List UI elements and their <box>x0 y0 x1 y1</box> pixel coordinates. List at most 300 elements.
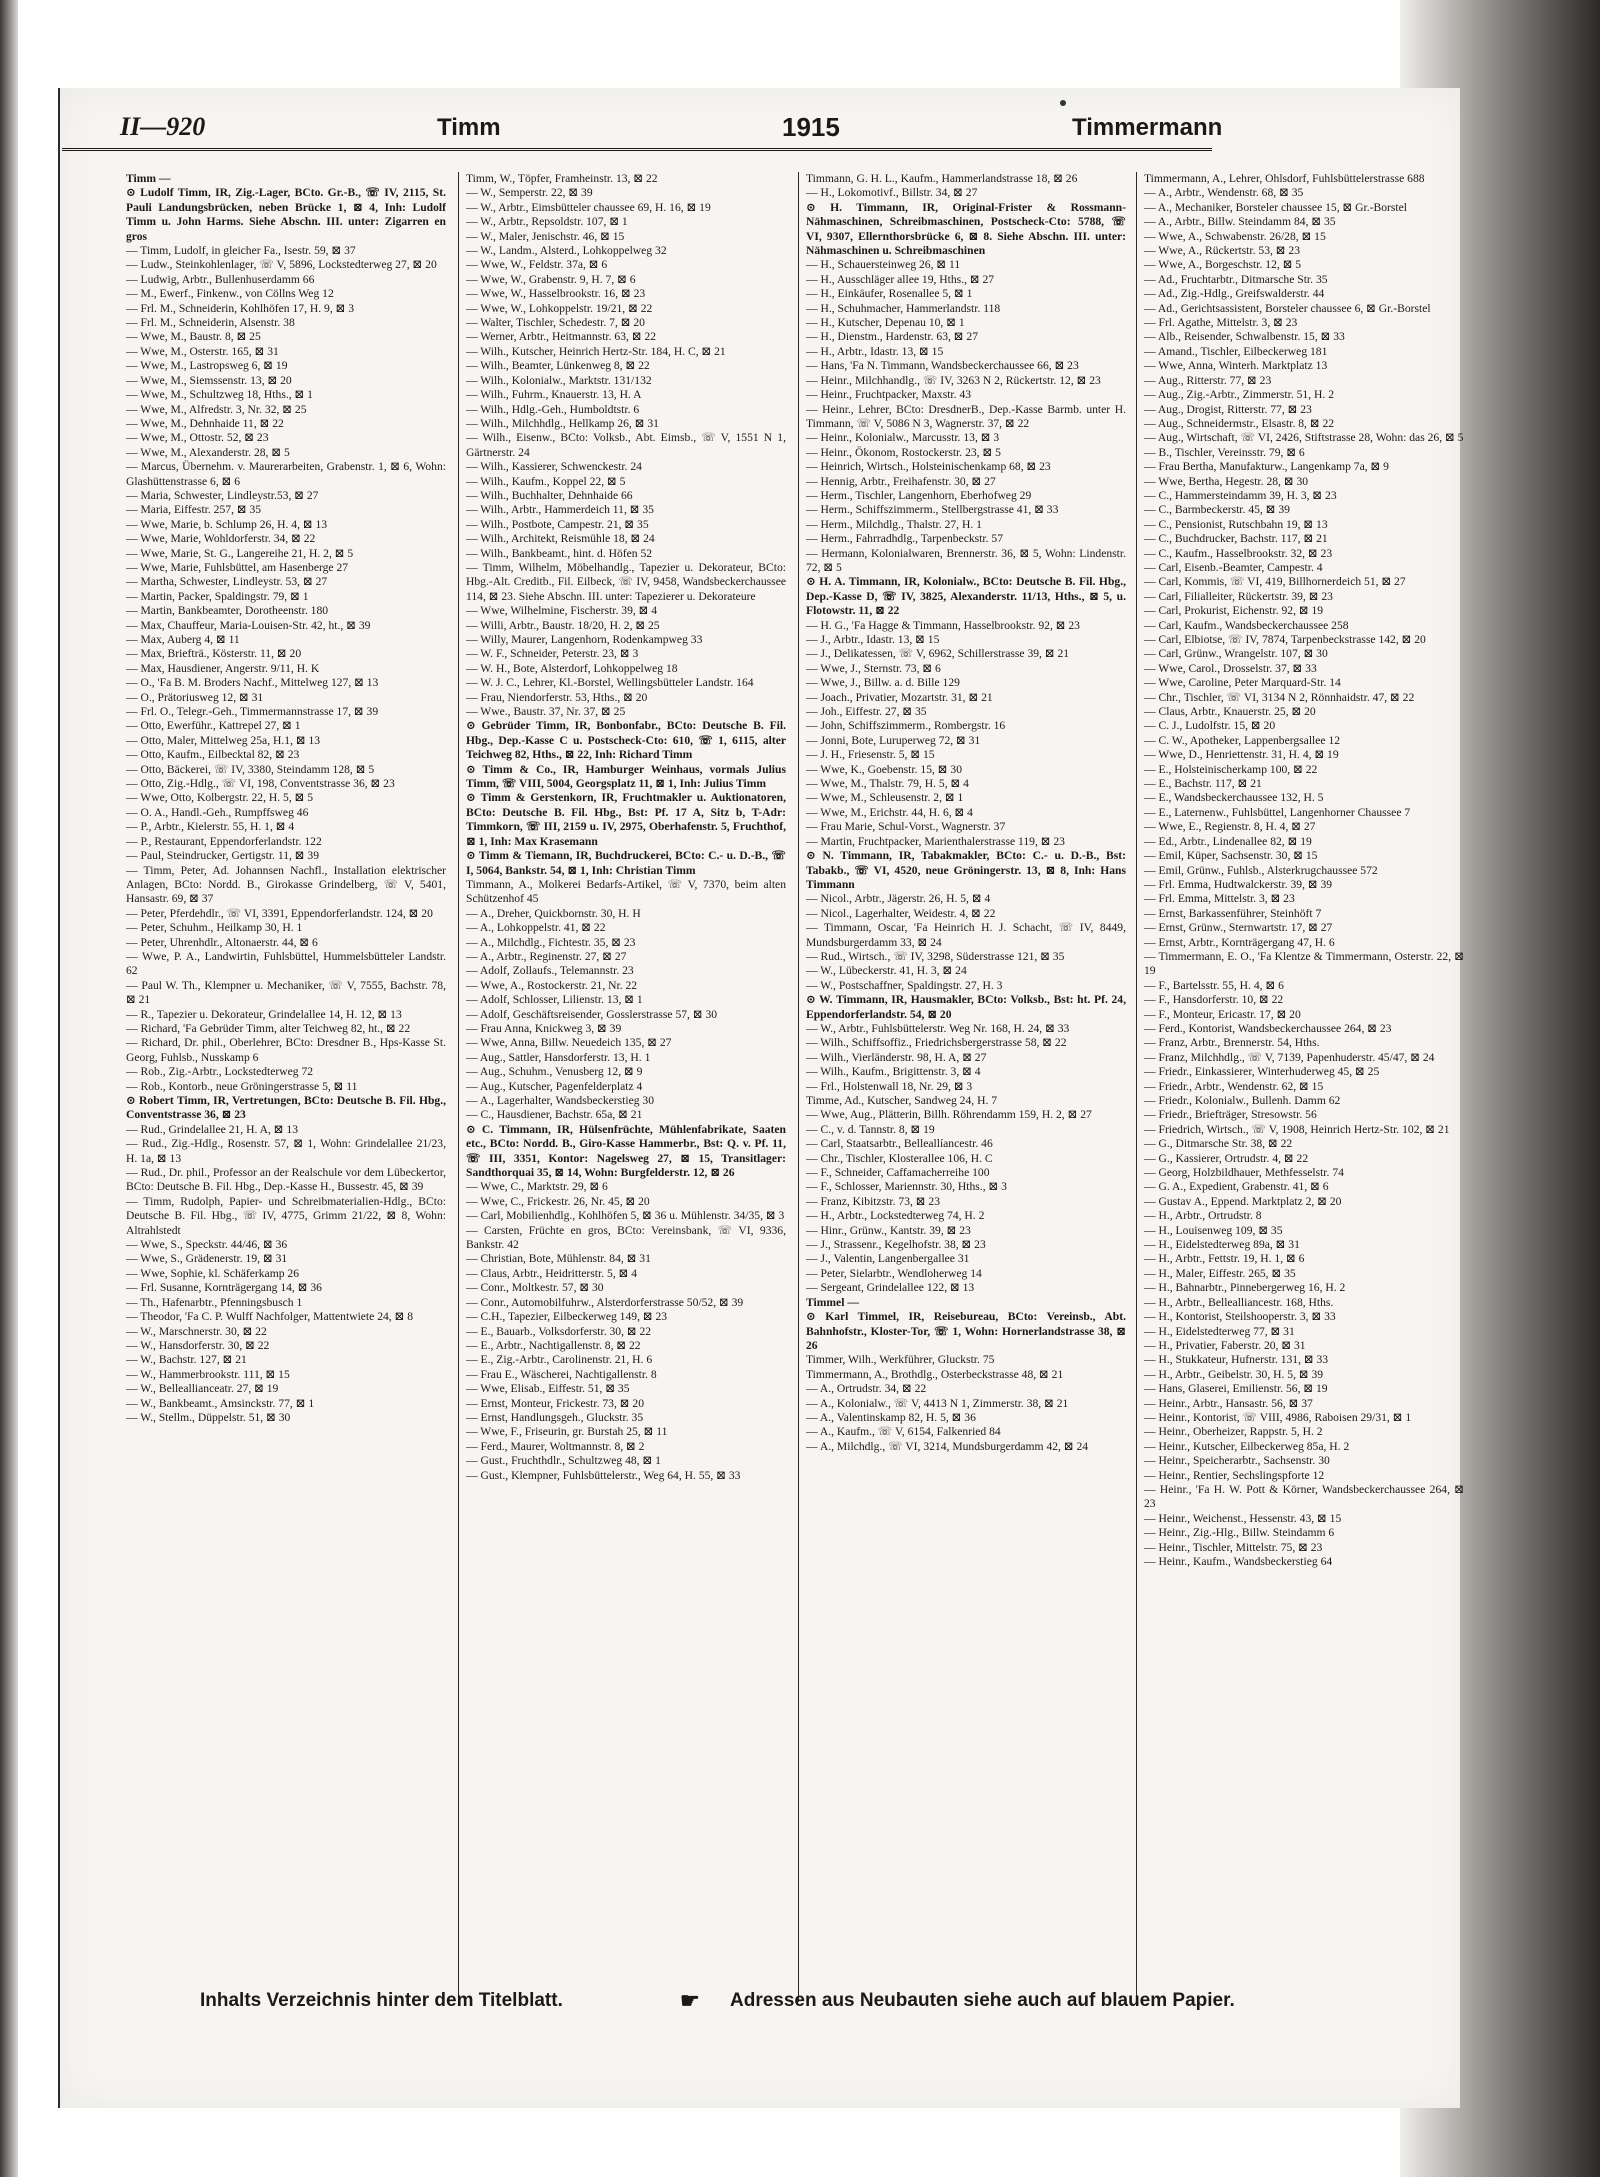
directory-entry: — Amand., Tischler, Eilbeckerweg 181 <box>1144 344 1328 358</box>
directory-entry: — Heinr., Zig.-Hlg., Billw. Steindamm 6 <box>1144 1526 1335 1540</box>
directory-entry: — Wwe, A., Rückertstr. 53, ⊠ 23 <box>1144 244 1301 258</box>
directory-entry: — F., Schlosser, Mariennstr. 30, Hths., ⊠ 3 <box>806 1180 1007 1194</box>
directory-entry: — Wwe, A., Schwabenstr. 26/28, ⊠ 15 <box>1144 229 1326 243</box>
directory-entry: — Carl, Elbiotse, ☏ IV, 7874, Tarpenbeckstrasse 142, ⊠ 20 <box>1144 633 1426 646</box>
directory-entry: ⊙ N. Timmann, IR, Tabakmakler, BCto: C.- u. D.-B., Bst: Tabakb., ☏ VI, 4520, neue Gröningerstr. 13, ⊠ 8, Inh: Hans Timmann <box>806 849 1126 891</box>
directory-entry: — G. A., Expedient, Grabenstr. 41, ⊠ 6 <box>1144 1180 1329 1194</box>
directory-entry: — H., Eidelstedterweg 77, ⊠ 31 <box>1144 1324 1295 1338</box>
directory-entry: — Wwe, M., Alfredstr. 3, Nr. 32, ⊠ 25 <box>126 402 307 416</box>
directory-entry: — Otto, Kaufm., Eilbecktal 82, ⊠ 23 <box>126 748 300 762</box>
directory-entry: — Otto, Maler, Mittelweg 25a, H.1, ⊠ 13 <box>126 733 321 747</box>
directory-entry: Timmermann, A., Lehrer, Ohlsdorf, Fuhlsbüttelerstrasse 688 <box>1144 172 1425 185</box>
directory-entry: — Frau Marie, Schul-Vorst., Wagnerstr. 37 <box>806 820 1006 834</box>
directory-entry: — Frau, Niendorferstr. 53, Hths., ⊠ 20 <box>466 690 648 704</box>
directory-entry: ⊙ Timm & Tiemann, IR, Buchdruckerei, BCto: C.- u. D.-B., ☏ I, 5064, Bankstr. 54, ⊠ 1, Inh: Christian Timm <box>466 849 786 877</box>
directory-entry: ⊙ Robert Timm, IR, Vertretungen, BCto: Deutsche B. Fil. Hbg., Conventstrasse 36, ⊠ 23 <box>126 1094 446 1122</box>
directory-entry: — E., Bachstr. 117, ⊠ 21 <box>1144 777 1262 791</box>
directory-entry: — Richard, 'Fa Gebrüder Timm, alter Teichweg 82, ht., ⊠ 22 <box>126 1021 411 1035</box>
directory-entry: Timm, W., Töpfer, Framheinstr. 13, ⊠ 22 <box>466 172 658 185</box>
directory-entry: Timmel — <box>806 1295 859 1309</box>
directory-entry: — W., Hansdorferstr. 30, ⊠ 22 <box>126 1338 270 1352</box>
directory-entry: — Carl, Eisenb.-Beamter, Campestr. 4 <box>1144 560 1323 574</box>
directory-entry: — Herm., Schiffszimmerm., Stellbergstrasse 41, ⊠ 33 <box>806 503 1059 517</box>
directory-entry: — Peter, Schuhm., Heilkamp 30, H. 1 <box>126 921 303 935</box>
directory-entry: — Heinr., Oberheizer, Rappstr. 5, H. 2 <box>1144 1425 1323 1439</box>
directory-entry: — Timm, Rudolph, Papier- und Schreibmaterialien-Hdlg., BCto: Deutsche B. Fil. Hbg., ☏ IV, 4775, Grimm 21/22, ⊠ 8, Wohn: Altrahlstedt <box>126 1194 446 1237</box>
directory-entry: — Wwe, E., Regienstr. 8, H. 4, ⊠ 27 <box>1144 820 1316 834</box>
directory-entry: — H., Arbtr., Lockstedterweg 74, H. 2 <box>806 1209 985 1223</box>
directory-entry: ⊙ H. Timmann, IR, Original-Frister & Rossmann-Nähmaschinen, Schreibmaschinen, Postscheck-Cto: 5788, ☏ VI, 9307, Ellernthorsbrücke 6, ⊠ 8. Siehe Abschn. III. unter: Nähmaschinen u. Schreibmaschinen <box>806 200 1126 258</box>
directory-entry: — Ferd., Kontorist, Wandsbeckerchaussee 264, ⊠ 23 <box>1144 1021 1392 1035</box>
directory-entry: — A., Arbtr., Reginenstr. 27, ⊠ 27 <box>466 949 627 963</box>
directory-entry: — Heinr., Weichenst., Hessenstr. 43, ⊠ 15 <box>1144 1511 1342 1525</box>
directory-entry: — W., Hammerbrookstr. 111, ⊠ 15 <box>126 1367 290 1381</box>
directory-entry: — Wwe, M., Schleusenstr. 2, ⊠ 1 <box>806 791 964 805</box>
directory-entry: — W., Maler, Jenischstr. 46, ⊠ 15 <box>466 229 625 243</box>
directory-entry: — Adolf, Zollaufs., Telemannstr. 23 <box>466 964 634 978</box>
directory-entry: — Max, Chauffeur, Maria-Louisen-Str. 42, ht., ⊠ 39 <box>126 618 371 632</box>
directory-entry: — Frl. Susanne, Kornträgergang 14, ⊠ 36 <box>126 1281 322 1295</box>
directory-entry: — C. J., Ludolfstr. 15, ⊠ 20 <box>1144 719 1276 733</box>
directory-entry: — Wilh., Schiffsoffiz., Friedrichsbergerstrasse 58, ⊠ 22 <box>806 1036 1067 1050</box>
directory-entry: — Marcus, Übernehm. v. Maurerarbeiten, Grabenstr. 1, ⊠ 6, Wohn: Glashüttenstrasse 6, ⊠ 6 <box>126 460 446 488</box>
directory-entry: — Wwe, D., Henriettenstr. 31, H. 4, ⊠ 19 <box>1144 748 1339 762</box>
directory-columns <box>126 172 1464 2012</box>
directory-entry: — A., Milchdlg., ☏ VI, 3214, Mundsburgerdamm 42, ⊠ 24 <box>806 1439 1089 1453</box>
directory-entry: — Richard, Dr. phil., Oberlehrer, BCto: Dresdner B., Hps-Kasse St. Georg, Fuhlsb., Nusskamp 6 <box>126 1036 446 1064</box>
directory-entry: — Aug., Zig.-Arbtr., Zimmerstr. 51, H. 2 <box>1144 388 1334 402</box>
directory-entry: — Martin, Bankbeamter, Dorotheenstr. 180 <box>126 604 329 618</box>
directory-entry: — Paul, Steindrucker, Gertigstr. 11, ⊠ 39 <box>126 849 320 863</box>
directory-column-1 <box>126 172 446 2012</box>
directory-entry: — Wwe, A., Rostockerstr. 21, Nr. 22 <box>466 978 638 992</box>
directory-entry: — Werner, Arbtr., Heitmannstr. 63, ⊠ 22 <box>466 330 657 344</box>
directory-entry: — Ludwig, Arbtr., Bullenhuserdamm 66 <box>126 272 315 286</box>
directory-entry: — Wilh., Fuhrm., Knauerstr. 13, H. A <box>466 388 642 402</box>
directory-entry: — Aug., Drogist, Ritterstr. 77, ⊠ 23 <box>1144 402 1312 416</box>
directory-entry: — F., Bartelsstr. 55, H. 4, ⊠ 6 <box>1144 978 1284 992</box>
directory-entry: — Wwe, A., Borgeschstr. 12, ⊠ 5 <box>1144 258 1302 272</box>
directory-entry: — M., Ewerf., Finkenw., von Cöllns Weg 12 <box>126 287 334 301</box>
directory-entry: — Georg, Holzbildhauer, Methfesselstr. 74 <box>1144 1166 1344 1180</box>
directory-entry: — W., Semperstr. 22, ⊠ 39 <box>466 186 593 200</box>
directory-entry: — Wwe, Otto, Kolbergstr. 22, H. 5, ⊠ 5 <box>126 791 314 805</box>
directory-entry: — Wilh., Kaufm., Brigittenstr. 3, ⊠ 4 <box>806 1065 981 1079</box>
directory-entry: — Chr., Tischler, ☏ VI, 3134 N 2, Rönnhaidstr. 47, ⊠ 22 <box>1144 690 1415 704</box>
directory-entry: — Herm., Milchdlg., Thalstr. 27, H. 1 <box>806 517 982 531</box>
directory-entry: — Frl. O., Telegr.-Geh., Timmermannstrasse 17, ⊠ 39 <box>126 705 379 719</box>
directory-entry: — H., Stukkateur, Hufnerstr. 131, ⊠ 33 <box>1144 1353 1329 1367</box>
directory-entry: — A., Mechaniker, Borsteler chaussee 15, ⊠ Gr.-Borstel <box>1144 200 1407 214</box>
directory-entry: — H., Lokomotivf., Billstr. 34, ⊠ 27 <box>806 186 978 200</box>
directory-entry: — Franz, Kibitzstr. 73, ⊠ 23 <box>806 1194 941 1208</box>
directory-entry: — A., Ortrudstr. 34, ⊠ 22 <box>806 1382 927 1396</box>
directory-entry: — Herm., Tischler, Langenhorn, Eberhofweg 29 <box>806 488 1032 502</box>
directory-entry: — H., Ausschläger allee 19, Hths., ⊠ 27 <box>806 272 995 286</box>
directory-entry: — J., Valentin, Langenbergallee 31 <box>806 1252 970 1266</box>
directory-column-2 <box>466 172 786 2012</box>
directory-entry: — H., Privatier, Faberstr. 20, ⊠ 31 <box>1144 1338 1306 1352</box>
directory-entry: — H., Arbtr., Ortrudstr. 8 <box>1144 1209 1262 1223</box>
directory-entry: — A., Dreher, Quickbornstr. 30, H. H <box>466 906 641 920</box>
directory-entry: — Rud., Zig.-Hdlg., Rosenstr. 57, ⊠ 1, Wohn: Grindelallee 21/23, H. 1a, ⊠ 13 <box>126 1137 446 1165</box>
directory-entry: — W. J. C., Lehrer, Kl.-Borstel, Wellingsbütteler Landstr. 164 <box>466 676 754 690</box>
directory-entry: — Conr., Automobilfuhrw., Alsterdorferstrasse 50/52, ⊠ 39 <box>466 1295 744 1309</box>
directory-entry: — E., Bauarb., Volksdorferstr. 30, ⊠ 22 <box>466 1324 652 1338</box>
directory-entry: — Aug., Sattler, Hansdorferstr. 13, H. 1 <box>466 1050 651 1064</box>
directory-entry: — Ernst, Barkassenführer, Steinhöft 7 <box>1144 906 1322 920</box>
directory-entry: — W., Lübeckerstr. 41, H. 3, ⊠ 24 <box>806 964 967 978</box>
directory-entry: — Emil, Grünw., Fuhlsb., Alsterkrugchaussee 572 <box>1144 863 1378 877</box>
directory-entry: — Frl. Emma, Hudtwalckerstr. 39, ⊠ 39 <box>1144 877 1333 891</box>
directory-column-3 <box>806 172 1126 2012</box>
directory-entry: — Wilh., Kolonialw., Marktstr. 131/132 <box>466 373 652 387</box>
header-first-name: Timm <box>437 114 501 141</box>
directory-entry: — Wwe, S., Speckstr. 44/46, ⊠ 36 <box>126 1238 288 1252</box>
page-number: II—920 <box>120 112 206 141</box>
directory-entry: — W., Arbtr., Eimsbütteler chaussee 69, H. 16, ⊠ 19 <box>466 200 711 214</box>
directory-entry: — C., v. d. Tannstr. 8, ⊠ 19 <box>806 1122 935 1136</box>
directory-entry: — W., Postschaffner, Spaldingstr. 27, H. 3 <box>806 978 1003 992</box>
directory-entry: — Wilh., Bankbeamt., hint. d. Höfen 52 <box>466 546 653 560</box>
directory-entry: — P., Arbtr., Kielerstr. 55, H. 1, ⊠ 4 <box>126 820 295 834</box>
directory-entry: — Carl, Filialleiter, Rückertstr. 39, ⊠ 23 <box>1144 589 1333 603</box>
directory-entry: — A., Kolonialw., ☏ V, 4413 N 1, Zimmerstr. 38, ⊠ 21 <box>806 1396 1069 1410</box>
directory-entry: — Hans, 'Fa N. Timmann, Wandsbeckerchaussee 66, ⊠ 23 <box>806 359 1079 373</box>
directory-entry: — J. H., Friesenstr. 5, ⊠ 15 <box>806 748 935 762</box>
directory-entry: — A., Lohkoppelstr. 41, ⊠ 22 <box>466 921 606 935</box>
directory-entry: — Wilh., Beamter, Lünkenweg 8, ⊠ 22 <box>466 359 650 373</box>
directory-entry: Timmann, G. H. L., Kaufm., Hammerlandstrasse 18, ⊠ 26 <box>806 172 1078 185</box>
directory-entry: — Wwe, Aug., Plätterin, Billh. Röhrendamm 159, H. 2, ⊠ 27 <box>806 1108 1092 1122</box>
directory-entry: — E., Laternenw., Fuhlsbüttel, Langenhorner Chaussee 7 <box>1144 805 1411 819</box>
directory-entry: — Wilh., Postbote, Campestr. 21, ⊠ 35 <box>466 517 649 531</box>
directory-entry: — Ludw., Steinkohlenlager, ☏ V, 5896, Lockstedterweg 27, ⊠ 20 <box>126 258 437 272</box>
directory-entry: — Wwe, Marie, St. G., Langereihe 21, H. 2, ⊠ 5 <box>126 546 354 560</box>
directory-entry: — H., Arbtr., Fettstr. 19, H. 1, ⊠ 6 <box>1144 1252 1305 1266</box>
directory-entry: — Heinr., Tischler, Mittelstr. 75, ⊠ 23 <box>1144 1540 1323 1554</box>
directory-entry: — Rud., Dr. phil., Professor an der Realschule vor dem Lübeckertor, BCto: Deutsche B. Fil. Hbg., Dep.-Kasse H., Bussestr. 45, ⊠ 39 <box>126 1166 446 1194</box>
directory-entry: — Friedr., Kolonialw., Bullenh. Damm 62 <box>1144 1094 1341 1107</box>
directory-entry: — E., Holsteinischerkamp 100, ⊠ 22 <box>1144 762 1318 776</box>
directory-entry: Timm — <box>126 172 171 185</box>
directory-entry: — Frau Bertha, Manufakturw., Langenkamp 7a, ⊠ 9 <box>1144 460 1389 474</box>
directory-entry: — Wwe, M., Thalstr. 79, H. 5, ⊠ 4 <box>806 777 969 791</box>
directory-entry: — Walter, Tischler, Schedestr. 7, ⊠ 20 <box>466 316 645 330</box>
directory-entry: — Frau Anna, Knickweg 3, ⊠ 39 <box>466 1021 622 1035</box>
directory-entry: — F., Schneider, Caffamacherreihe 100 <box>806 1166 990 1180</box>
directory-entry: — Wwe, M., Schultzweg 18, Hths., ⊠ 1 <box>126 388 313 402</box>
directory-entry: — Hans, Glaserei, Emilienstr. 56, ⊠ 19 <box>1144 1382 1328 1396</box>
directory-entry: — Heinrich, Wirtsch., Holsteinischenkamp 68, ⊠ 23 <box>806 460 1051 474</box>
directory-entry: — Timm, Ludolf, in gleicher Fa., Isestr. 59, ⊠ 37 <box>126 244 356 258</box>
directory-entry: — Wwe, M., Baustr. 8, ⊠ 25 <box>126 330 261 344</box>
directory-entry: — Otto, Bäckerei, ☏ IV, 3380, Steindamm 128, ⊠ 5 <box>126 762 375 776</box>
directory-entry: — Carsten, Früchte en gros, BCto: Vereinsbank, ☏ VI, 9336, Bankstr. 42 <box>466 1223 786 1252</box>
directory-entry: — Wwe., Baustr. 37, Nr. 37, ⊠ 25 <box>466 705 626 719</box>
directory-entry: — Wwe, M., Ottostr. 52, ⊠ 23 <box>126 431 269 445</box>
directory-entry: — H., Louisenweg 109, ⊠ 35 <box>1144 1223 1283 1237</box>
directory-entry: ⊙ Gebrüder Timm, IR, Bonbonfabr., BCto: Deutsche B. Fil. Hbg., Dep.-Kasse C u. Postscheck-Cto: 610, ☏ 1, 6115, alter Teichweg 82, Hths., ⊠ 22, Inh: Richard Timm <box>466 719 786 762</box>
directory-entry: — Joh., Eiffestr. 27, ⊠ 35 <box>806 705 927 719</box>
directory-entry: — Wilh., Milchhdlg., Hellkamp 26, ⊠ 31 <box>466 416 659 430</box>
directory-entry: Timmann, A., Molkerei Bedarfs-Artikel, ☏ V, 7370, beim alten Schützenhof 45 <box>466 877 786 906</box>
directory-entry: — Wwe, Bertha, Hegestr. 28, ⊠ 30 <box>1144 474 1309 488</box>
directory-entry: — C., Kaufm., Hasselbrookstr. 32, ⊠ 23 <box>1144 546 1333 560</box>
directory-entry: — Hermann, Kolonialwaren, Brennerstr. 36, ⊠ 5, Wohn: Lindenstr. 72, ⊠ 5 <box>806 546 1126 574</box>
footer-new-buildings-note: Adressen aus Neubauten siehe auch auf blauem Papier. <box>730 1990 1235 2011</box>
directory-entry: — W., Bankbeamt., Amsinckstr. 77, ⊠ 1 <box>126 1396 315 1410</box>
directory-entry: — Christian, Bote, Mühlenstr. 84, ⊠ 31 <box>466 1252 651 1266</box>
directory-entry: — Heinr., Kolonialw., Marcusstr. 13, ⊠ 3 <box>806 431 1000 445</box>
directory-entry: — O., 'Fa B. M. Broders Nachf., Mittelweg 127, ⊠ 13 <box>126 676 379 690</box>
directory-entry: — P., Restaurant, Eppendorferlandstr. 122 <box>126 834 322 848</box>
directory-entry: — Wwe, Caroline, Peter Marquard-Str. 14 <box>1144 676 1341 690</box>
directory-entry: — Theodor, 'Fa C. P. Wulff Nachfolger, Mattentwiete 24, ⊠ 8 <box>126 1310 414 1324</box>
directory-entry: — F., Monteur, Ericastr. 17, ⊠ 20 <box>1144 1007 1301 1021</box>
directory-entry: — Ernst, Grünw., Sternwartstr. 17, ⊠ 27 <box>1144 921 1333 935</box>
directory-entry: — Frl. M., Schneiderin, Alsenstr. 38 <box>126 316 295 330</box>
directory-entry: — Th., Hafenarbtr., Pfenningsbusch 1 <box>126 1295 303 1309</box>
directory-entry: — Timm, Peter, Ad. Johannsen Nachfl., Installation elektrischer Anlagen, BCto: Nordd. B., Girokasse Grindelberg, ☏ V, 5401, Hansastr. 69, ⊠ 37 <box>126 863 446 906</box>
directory-entry: — Carl, Mobilienhdlg., Kohlhöfen 5, ⊠ 36 u. Mühlenstr. 34/35, ⊠ 3 <box>466 1209 785 1223</box>
directory-entry: — C., Barmbeckerstr. 45, ⊠ 39 <box>1144 503 1290 517</box>
directory-entry: — Conr., Moltkestr. 57, ⊠ 30 <box>466 1281 604 1295</box>
directory-entry: — Gust., Klempner, Fuhlsbüttelerstr., Weg 64, H. 55, ⊠ 33 <box>466 1468 741 1482</box>
directory-entry: — O. A., Handl.-Geh., Rumpffsweg 46 <box>126 805 309 819</box>
directory-entry: — Max, Briefträ., Kösterstr. 11, ⊠ 20 <box>126 647 302 661</box>
directory-entry: — Emil, Küper, Sachsenstr. 30, ⊠ 15 <box>1144 849 1318 863</box>
directory-entry: — H., Arbtr., Bellealliancestr. 168, Hths. <box>1144 1295 1334 1309</box>
directory-entry: — Otto, Zig.-Hdlg., ☏ VI, 198, Conventstrasse 36, ⊠ 23 <box>126 777 395 791</box>
directory-entry: — Rob., Kontorb., neue Gröningerstrasse 5, ⊠ 11 <box>126 1079 358 1093</box>
directory-entry: — H., Kontorist, Steilshooperstr. 3, ⊠ 33 <box>1144 1310 1336 1324</box>
directory-entry: — Heinr., Kaufm., Wandsbeckerstieg 64 <box>1144 1555 1333 1568</box>
ink-speck <box>1060 100 1066 106</box>
directory-entry: — W., Belleallianceatr. 27, ⊠ 19 <box>126 1382 279 1396</box>
directory-entry: — H., Dienstm., Hardenstr. 63, ⊠ 27 <box>806 330 979 344</box>
directory-entry: — Aug., Schuhm., Venusberg 12, ⊠ 9 <box>466 1065 643 1079</box>
directory-entry: — Willy, Maurer, Langenhorn, Rodenkampweg 33 <box>466 633 703 646</box>
directory-entry: — H., Schauersteinweg 26, ⊠ 11 <box>806 258 961 272</box>
directory-entry: — Alb., Reisender, Schwalbenstr. 15, ⊠ 33 <box>1144 330 1345 344</box>
directory-entry: — Wwe, J., Billw. a. d. Bille 129 <box>806 676 960 690</box>
directory-entry: — Friedr., Einkassierer, Winterhuderweg 45, ⊠ 25 <box>1144 1065 1380 1079</box>
directory-entry: — G., Ditmarsche Str. 38, ⊠ 22 <box>1144 1137 1293 1151</box>
directory-entry: — C. W., Apotheker, Lappenbergsallee 12 <box>1144 733 1341 747</box>
directory-entry: — Wwe, Anna, Billw. Neuedeich 135, ⊠ 27 <box>466 1036 672 1050</box>
directory-entry: — Heinr., Ökonom, Rostockerstr. 23, ⊠ 5 <box>806 445 1001 459</box>
directory-entry: — Wilh., Vierländerstr. 98, H. A, ⊠ 27 <box>806 1050 987 1064</box>
directory-entry: — Wwe, M., Lastropsweg 6, ⊠ 19 <box>126 359 288 373</box>
directory-entry: ⊙ W. Timmann, IR, Hausmakler, BCto: Volksb., Bst: ht. Pf. 24, Eppendorferlandstr. 54, ⊠ 20 <box>806 993 1126 1021</box>
directory-entry: — Claus, Arbtr., Knauerstr. 25, ⊠ 20 <box>1144 705 1316 719</box>
directory-entry: — Wwe, M., Dehnhaide 11, ⊠ 22 <box>126 416 284 430</box>
directory-entry: — Adolf, Geschäftsreisender, Gosslerstrasse 57, ⊠ 30 <box>466 1007 718 1021</box>
directory-entry: — Wwe, M., Siemssenstr. 13, ⊠ 20 <box>126 373 292 387</box>
directory-entry: — Nicol., Arbtr., Jägerstr. 26, H. 5, ⊠ 4 <box>806 892 991 906</box>
directory-entry: — W. H., Bote, Alsterdorf, Lohkoppelweg 18 <box>466 661 678 675</box>
directory-entry: Timmer, Wilh., Werkführer, Gluckstr. 75 <box>806 1353 995 1367</box>
directory-entry: — Wwe, Marie, Fuhlsbüttel, am Hasenberge 27 <box>126 560 349 574</box>
directory-entry: — Wilh., Kutscher, Heinrich Hertz-Str. 184, H. C, ⊠ 21 <box>466 344 726 358</box>
directory-entry: — A., Kaufm., ☏ V, 6154, Falkenried 84 <box>806 1425 1001 1439</box>
directory-entry: — Carl, Staatsarbtr., Belleallíancestr. 46 <box>806 1137 993 1151</box>
directory-entry: — Hennig, Arbtr., Freihafenstr. 30, ⊠ 27 <box>806 474 996 488</box>
directory-entry: — Wilh., Arbtr., Hammerdeich 11, ⊠ 35 <box>466 503 654 517</box>
directory-entry: — Peter, Pferdehdlr., ☏ VI, 3391, Eppendorferlandstr. 124, ⊠ 20 <box>126 906 433 920</box>
directory-entry: — H., Bahnarbtr., Pinnebergerweg 16, H. 2 <box>1144 1281 1346 1295</box>
directory-entry: — Wwe, Anna, Winterh. Marktplatz 13 <box>1144 359 1328 373</box>
directory-entry: — W. F., Schneider, Peterstr. 23, ⊠ 3 <box>466 647 639 661</box>
directory-entry: — Heinr., 'Fa H. W. Pott & Körner, Wandsbeckerchaussee 264, ⊠ 23 <box>1144 1482 1464 1511</box>
directory-entry: ⊙ Timm & Gerstenkorn, IR, Fruchtmakler u. Auktionatoren, BCto: Deutsche B. Fil. Hbg., Bst: Pf. 17 A, Sitz b, T-Adr: Timmkorn, ☏ III, 2159 u. IV, 2975, Oberhafenstr. 5, Fruchthof, ⊠ 1, Inh: Max Krasemann <box>466 791 786 848</box>
directory-entry: — Heinr., Rentier, Sechslingspforte 12 <box>1144 1468 1325 1482</box>
directory-entry: — H., Arbtr., Idastr. 13, ⊠ 15 <box>806 344 944 358</box>
directory-entry: — C., Hausdiener, Bachstr. 65a, ⊠ 21 <box>466 1108 643 1122</box>
directory-entry: — Wwe, Wilhelmine, Fischerstr. 39, ⊠ 4 <box>466 604 658 618</box>
directory-entry: — Wwe, W., Lohkoppelstr. 19/21, ⊠ 22 <box>466 301 653 315</box>
directory-entry: — Wwe, Sophie, kl. Schäferkamp 26 <box>126 1266 300 1280</box>
directory-entry: — Wwe, C., Frickestr. 26, Nr. 45, ⊠ 20 <box>466 1194 650 1208</box>
directory-entry: ⊙ Timm & Co., IR, Hamburger Weinhaus, vormals Julius Timm, ☏ VIII, 5004, Georgsplatz 11, ⊠ 1, Inh: Julius Timm <box>466 762 786 791</box>
directory-entry: — Martha, Schwester, Lindleystr. 53, ⊠ 27 <box>126 575 328 589</box>
directory-entry: — Ad., Zig.-Hdlg., Greifswalderstr. 44 <box>1144 287 1325 301</box>
directory-entry: — A., Valentinskamp 82, H. 5, ⊠ 36 <box>806 1410 976 1424</box>
directory-entry: — Aug., Schneidermstr., Elsastr. 8, ⊠ 22 <box>1144 416 1335 430</box>
directory-entry: — Heinr., Kutscher, Eilbeckerweg 85a, H. 2 <box>1144 1439 1350 1453</box>
directory-entry: Timmermann, A., Brothdlg., Osterbeckstrasse 48, ⊠ 21 <box>806 1367 1064 1381</box>
directory-entry: — Heinr., Milchhandlg., ☏ IV, 3263 N 2, Rückertstr. 12, ⊠ 23 <box>806 373 1101 387</box>
directory-entry: — Gust., Fruchthdlr., Schultzweg 48, ⊠ 1 <box>466 1454 661 1468</box>
directory-entry: — Carl, Grünw., Wrangelstr. 107, ⊠ 30 <box>1144 647 1328 661</box>
directory-entry: — A., Arbtr., Wendenstr. 68, ⊠ 35 <box>1144 186 1304 200</box>
directory-entry: — Maria, Schwester, Lindleystr.53, ⊠ 27 <box>126 488 319 502</box>
directory-entry: — Claus, Arbtr., Heidritterstr. 5, ⊠ 4 <box>466 1266 638 1280</box>
directory-entry: — Hinr., Grünw., Kantstr. 39, ⊠ 23 <box>806 1223 971 1237</box>
directory-entry: — Ferd., Maurer, Woltmannstr. 8, ⊠ 2 <box>466 1439 645 1453</box>
directory-entry: — A., Arbtr., Billw. Steindamm 84, ⊠ 35 <box>1144 215 1336 229</box>
directory-entry: — H., Arbtr., Geibelstr. 30, H. 5, ⊠ 39 <box>1144 1367 1324 1381</box>
directory-entry: — Maria, Eiffestr. 257, ⊠ 35 <box>126 503 262 517</box>
directory-entry: — Willi, Arbtr., Baustr. 18/20, H. 2, ⊠ 25 <box>466 618 660 632</box>
directory-entry: — Sergeant, Grindelallee 122, ⊠ 13 <box>806 1281 975 1295</box>
directory-entry: — E., Arbtr., Nachtigallenstr. 8, ⊠ 22 <box>466 1338 641 1352</box>
directory-entry: — Heinr., Arbtr., Hansastr. 56, ⊠ 37 <box>1144 1396 1313 1410</box>
directory-entry: — R., Tapezier u. Dekorateur, Grindelallee 14, H. 12, ⊠ 13 <box>126 1007 402 1021</box>
page-header <box>62 112 1223 151</box>
directory-entry: — W., Bachstr. 127, ⊠ 21 <box>126 1353 247 1367</box>
directory-entry: — W., Marschnerstr. 30, ⊠ 22 <box>126 1324 267 1338</box>
directory-entry: — W., Stellm., Düppelstr. 51, ⊠ 30 <box>126 1410 291 1424</box>
directory-entry: — Wilh., Eisenw., BCto: Volksb., Abt. Eimsb., ☏ V, 1551 N 1, Gärtnerstr. 24 <box>466 431 786 459</box>
directory-entry: — Martin, Packer, Spaldingstr. 79, ⊠ 1 <box>126 589 309 603</box>
directory-entry: — F., Hansdorferstr. 10, ⊠ 22 <box>1144 993 1284 1007</box>
directory-entry: — Wwe, M., Alexanderstr. 28, ⊠ 5 <box>126 445 290 459</box>
directory-entry: Timme, Ad., Kutscher, Sandweg 24, H. 7 <box>806 1094 998 1107</box>
directory-entry: — Wwe, M., Erichstr. 44, H. 6, ⊠ 4 <box>806 805 973 819</box>
directory-entry: — Wilh., Kassierer, Schwenckestr. 24 <box>466 460 642 474</box>
directory-entry: — Adolf, Schlosser, Lilienstr. 13, ⊠ 1 <box>466 993 643 1007</box>
directory-entry: — C., Buchdrucker, Bachstr. 117, ⊠ 21 <box>1144 532 1328 546</box>
directory-entry: — Friedrich, Wirtsch., ☏ V, 1908, Heinrich Hertz-Str. 102, ⊠ 21 <box>1144 1122 1450 1136</box>
directory-entry: — Paul W. Th., Klempner u. Mechaniker, ☏ V, 7555, Bachstr. 78, ⊠ 21 <box>126 978 446 1007</box>
directory-entry: — Wwe, Carol., Drosselstr. 37, ⊠ 33 <box>1144 661 1317 675</box>
column-rule <box>798 172 799 2002</box>
directory-entry: — Heinr., Kontorist, ☏ VIII, 4986, Raboisen 29/31, ⊠ 1 <box>1144 1410 1412 1424</box>
directory-entry: — Wwe, W., Grabenstr. 9, H. 7, ⊠ 6 <box>466 272 636 286</box>
directory-entry: — Franz, Arbtr., Brennerstr. 54, Hths. <box>1144 1036 1320 1050</box>
directory-entry: — J., Delikatessen, ☏ V, 6962, Schillerstrasse 39, ⊠ 21 <box>806 647 1070 661</box>
directory-entry: — Wwe, F., Friseurin, gr. Burstah 25, ⊠ 11 <box>466 1425 668 1439</box>
directory-column-4 <box>1144 172 1464 2012</box>
directory-entry: — Herm., Fahrradhdlg., Tarpenbeckstr. 57 <box>806 532 1003 546</box>
directory-entry: — Wwe, Elisab., Eiffestr. 51, ⊠ 35 <box>466 1382 630 1396</box>
directory-entry: — Heinr., Speicherarbtr., Sachsenstr. 30 <box>1144 1454 1330 1468</box>
directory-entry: — Ernst, Monteur, Frickestr. 73, ⊠ 20 <box>466 1396 644 1410</box>
directory-entry: — Gustav A., Eppend. Marktplatz 2, ⊠ 20 <box>1144 1194 1342 1208</box>
directory-entry: — H., Eidelstedterweg 89a, ⊠ 31 <box>1144 1238 1300 1252</box>
directory-entry: — Wwe, M., Osterstr. 165, ⊠ 31 <box>126 344 279 358</box>
directory-entry: — Max, Hausdiener, Angerstr. 9/11, H. K <box>126 661 320 675</box>
directory-entry: — Wwe, P. A., Landwirtin, Fuhlsbüttel, Hummelsbütteler Landstr. 62 <box>126 949 446 978</box>
directory-entry: — Rud., Grindelallee 21, H. A, ⊠ 13 <box>126 1122 299 1136</box>
directory-entry: — Wwe, Marie, b. Schlump 26, H. 4, ⊠ 13 <box>126 517 328 531</box>
directory-entry: — Chr., Tischler, Klosterallee 106, H. C <box>806 1151 993 1165</box>
directory-entry: — J., Arbtr., Idastr. 13, ⊠ 15 <box>806 633 940 646</box>
directory-entry: — Wilh., Hdlg.-Geh., Humboldtstr. 6 <box>466 402 640 416</box>
directory-entry: — Friedr., Briefträger, Stresowstr. 56 <box>1144 1108 1317 1122</box>
directory-entry: — Friedr., Arbtr., Wendenstr. 62, ⊠ 15 <box>1144 1079 1324 1093</box>
directory-entry: — A., Lagerhalter, Wandsbeckerstieg 30 <box>466 1094 655 1107</box>
directory-entry: ⊙ Karl Timmel, IR, Reisebureau, BCto: Vereinsb., Abt. Bahnhofstr., Kloster-Tor, ☏ 1, Wohn: Hornerlandstrasse 38, ⊠ 26 <box>806 1310 1126 1352</box>
directory-entry: — Frl., Holstenwall 18, Nr. 29, ⊠ 3 <box>806 1079 973 1093</box>
header-year: 1915 <box>782 112 840 142</box>
directory-entry: — Ad., Fruchtarbtr., Ditmarsche Str. 35 <box>1144 272 1328 286</box>
directory-entry: — Jonni, Bote, Luruperweg 72, ⊠ 31 <box>806 733 981 747</box>
directory-entry: — Ed., Arbtr., Lindenallee 82, ⊠ 19 <box>1144 834 1312 848</box>
directory-entry: — Aug., Wirtschaft, ☏ VI, 2426, Stiftstrasse 28, Wohn: das 26, ⊠ 5 <box>1144 431 1464 445</box>
page-footer <box>200 1990 1400 2020</box>
directory-entry: — G., Kassierer, Ortrudstr. 4, ⊠ 22 <box>1144 1151 1309 1165</box>
directory-entry: — Wwe, J., Sternstr. 73, ⊠ 6 <box>806 661 941 675</box>
directory-entry: — Wwe, W., Feldstr. 37a, ⊠ 6 <box>466 258 608 272</box>
directory-entry: — Martin, Fruchtpacker, Marienthalerstrasse 119, ⊠ 23 <box>806 834 1065 848</box>
footer-index-note: Inhalts Verzeichnis hinter dem Titelblatt. <box>200 1990 563 2011</box>
directory-entry: — Rob., Zig.-Arbtr., Lockstedterweg 72 <box>126 1065 314 1079</box>
directory-entry: — Ernst, Arbtr., Kornträgergang 47, H. 6 <box>1144 935 1335 949</box>
directory-entry: — Peter, Uhrenhdlr., Altonaerstr. 44, ⊠ 6 <box>126 935 318 949</box>
directory-entry: — Frl. Emma, Mittelstr. 3, ⊠ 23 <box>1144 892 1295 906</box>
directory-entry: — H., Maler, Eiffestr. 265, ⊠ 35 <box>1144 1266 1296 1280</box>
directory-entry: — B., Tischler, Vereinsstr. 79, ⊠ 6 <box>1144 445 1305 459</box>
directory-entry: ⊙ H. A. Timmann, IR, Kolonialw., BCto: Deutsche B. Fil. Hbg., Dep.-Kasse D, ☏ IV, 3825, Alexanderstr. 11/13, Hths., ⊠ 5, u. Flotowstr. 11, ⊠ 22 <box>806 575 1126 618</box>
directory-entry: ⊙ C. Timmann, IR, Hülsenfrüchte, Mühlenfabrikate, Saaten etc., BCto: Nordd. B., Giro-Kasse Hammerbr., Bst: Q. v. Pf. 11, ☏ III, 3351, Kontor: Nagelsweg 27, ⊠ 15, Transitlager: Sandthorquai 35, ⊠ 14, Wohn: Burgfelderstr. 12, ⊠ 26 <box>466 1122 786 1180</box>
directory-entry: — Peter, Sielarbtr., Wendloherweg 14 <box>806 1266 982 1280</box>
directory-entry: — Aug., Ritterstr. 77, ⊠ 23 <box>1144 373 1272 387</box>
directory-entry: — Wilh., Buchhalter, Dehnhaide 66 <box>466 488 633 502</box>
directory-entry: — Wilh., Kaufm., Koppel 22, ⊠ 5 <box>466 474 626 488</box>
directory-entry: — W., Arbtr., Fuhlsbüttelerstr. Weg Nr. 168, H. 24, ⊠ 33 <box>806 1021 1070 1035</box>
directory-entry: — Wwe, W., Hasselbrookstr. 16, ⊠ 23 <box>466 287 646 301</box>
directory-entry: — Wwe, C., Marktstr. 29, ⊠ 6 <box>466 1180 608 1194</box>
directory-entry: — O., Prätoriusweg 12, ⊠ 31 <box>126 690 264 704</box>
directory-entry: — Carl, Kaufm., Wandsbeckerchaussee 258 <box>1144 618 1349 632</box>
binding-edge <box>0 0 18 2177</box>
directory-entry: ⊙ Ludolf Timm, IR, Zig.-Lager, BCto. Gr.-B., ☏ IV, 2115, St. Pauli Landungsbrücken, neben Brücke 1, ⊠ 4, Inh: Ludolf Timm u. John Harms. Siehe Abschn. III. unter: Zigarren en gros <box>126 186 446 243</box>
directory-entry: — Wwe, K., Goebenstr. 15, ⊠ 30 <box>806 762 963 776</box>
directory-entry: — Timm, Wilhelm, Möbelhandlg., Tapezier u. Dekorateur, BCto: Hbg.-Alt. Creditb., Fil. Eilbeck, ☏ IV, 9458, Wandsbeckerchaussee 114, ⊠ 23. Siehe Abschn. III. unter: Tapezierer u. Dekorateure <box>466 560 786 603</box>
